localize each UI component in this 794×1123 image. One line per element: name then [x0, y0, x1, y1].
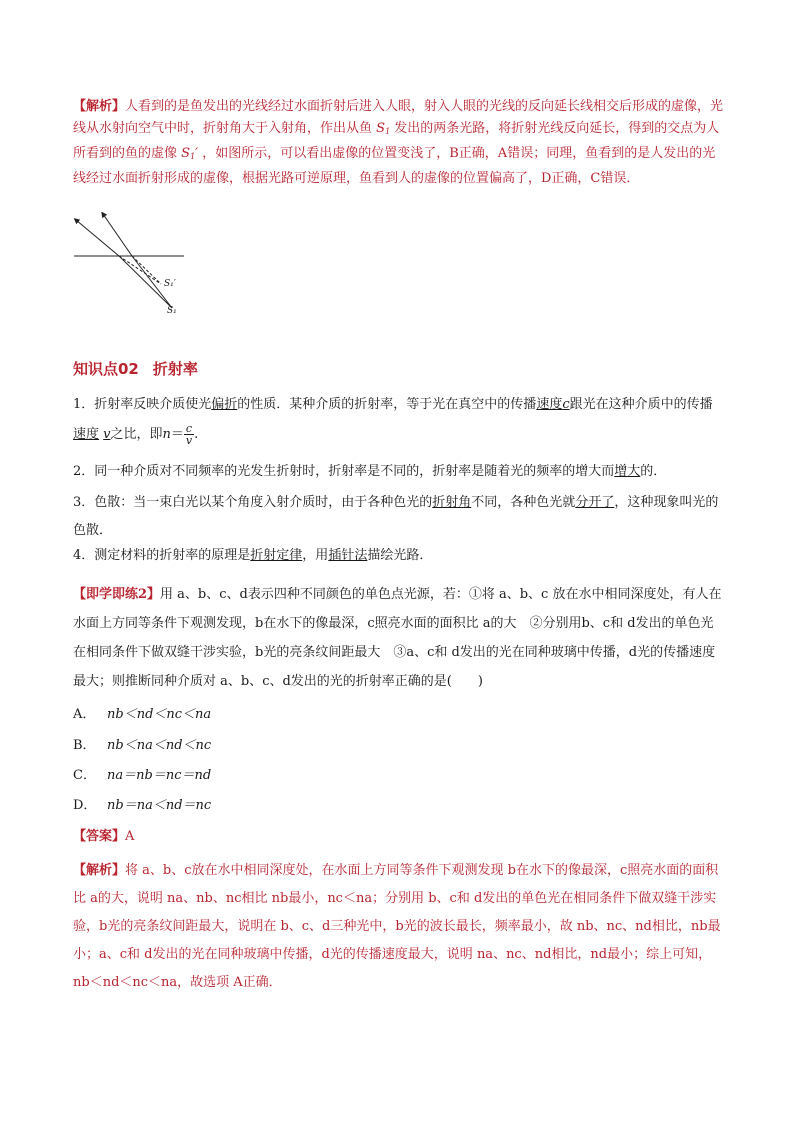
- analysis-1: [73, 96, 725, 190]
- item-3: 3．色散：当一束白光以某个角度入射介质时，由于各种色光的折射角不同，各种色光就分开了，这种现象叫光的色散．: [73, 495, 719, 538]
- option-c[interactable]: C． na＝nb＝nc＝nd: [73, 768, 212, 783]
- label-s1: S₁: [167, 306, 177, 316]
- fish-source-label: $S_1$: [376, 121, 391, 136]
- option-b[interactable]: B． nb＜na＜nd＜nc: [73, 738, 212, 753]
- answer-value: A: [125, 829, 135, 844]
- analysis-text-part1: 人看到的是鱼发出的光线经过水面折射后进入人眼，射入人眼的光线的反向延长线相交后形成的虚像，光线从水射向空气中时，折射角大于入射角，作出从鱼: [73, 99, 724, 136]
- label-s1-prime: S₁′: [164, 279, 176, 289]
- analysis-tag: 【解析】: [73, 99, 126, 114]
- refracted-ray-2: [103, 214, 132, 256]
- section-title: 折射率: [152, 360, 198, 378]
- practice-question: [73, 580, 725, 696]
- refraction-diagram: [72, 212, 192, 320]
- answer: 【答案】A: [73, 829, 135, 844]
- question-text: 用 a、b、c、d表示四种不同颜色的单色点光源，若：①将 a、b、c 放在水中相同深度处，有人在水面上方同等条件下观测发现，b在水下的像最深，c照亮水面的面积比 a的大 ②分别用b、c和 d发出的单色光在相同条件下做双缝干涉实验，b光的亮条纹间距最大 ③a、c和 d发出的光在同种玻璃中传播，d光的传播速度最大；则推断同种介质对 a、b、c、d发出的光的折射率正确的是( ): [73, 587, 722, 689]
- practice-tag: 【即学即练2】: [73, 587, 161, 602]
- option-a[interactable]: A． nb＜nd＜nc＜na: [73, 707, 212, 722]
- option-d[interactable]: D． nb＝na＜nd＝nc: [73, 798, 212, 813]
- fraction-c-over-v: $\frac{c}{v}$: [185, 422, 193, 447]
- extension-line-2: [132, 256, 161, 284]
- extension-line-1: [119, 256, 161, 284]
- analysis-text-part3: ，如图所示，可以看出虚像的位置变浅了，B正确，A错误；同理，鱼看到的是人发出的光线经过水面折射形成的虚像，根据光路可逆原理，鱼看到人的虚像的位置偏高了，D正确，C错误．: [73, 146, 716, 186]
- analysis-text-part2: 发出的两条光路，将折射光线反向延长，得到的交点为人所看到的鱼的虚像: [73, 121, 720, 161]
- item-1: 1．折射率反映介质使光偏折的性质．某种介质的折射率，等于光在真空中的传播速度c跟光在这种介质中的传播速度 v之比，即n＝ $\frac{c}{v}$ .: [73, 397, 713, 447]
- refracted-ray-1: [76, 220, 119, 256]
- analysis-2: 【解析】将 a、b、c放在水中相同深度处，在水面上方同等条件下观测发现 b在水下的像最深，c照亮水面的面积比 a的大，说明 na、nb、nc相比 nb最小，nc＜na；分别用 b、c和 d发出的单色光在相同条件下做双缝干涉实验，b光的亮条纹间距最大，说明在 b、c、d三种光中，b光的波长最长，频率最小，故 nb、nc、nd相比，nb最小；a、c和 d发出的光在同种玻璃中传播，d光的传播速度最大，说明 na、nc、nd相比，nd最小；综上可知，nb＜nd＜nc＜na，故选项 A正确．: [73, 863, 721, 990]
- section-heading: [73, 358, 212, 379]
- item-4: 4．测定材料的折射率的原理是折射定律，用插针法描绘光路．: [73, 548, 433, 563]
- virtual-image-label: $S_1'$: [181, 146, 199, 161]
- analysis-2-text: 将 a、b、c放在水中相同深度处，在水面上方同等条件下观测发现 b在水下的像最深，c照亮水面的面积比 a的大，说明 na、nb、nc相比 nb最小，nc＜na；分别用 b、c和 d发出的单色光在相同条件下做双缝干涉实验，b光的亮条纹间距最大，说明在 b、c、d三种光中，b光的波长最长，频率最小，故 nb、nc、nd相比，nb最小；a、c和 d发出的光在同种玻璃中传播，d光的传播速度最大，说明 na、nc、nd相比，nd最小；综上可知，nb＜nd＜nc＜na，故选项 A正确．: [73, 863, 721, 990]
- item-2: 2．同一种介质对不同频率的光发生折射时，折射率是不同的，折射率是随着光的频率的增大而增大的．: [73, 464, 667, 479]
- section-number: 知识点02: [73, 360, 139, 378]
